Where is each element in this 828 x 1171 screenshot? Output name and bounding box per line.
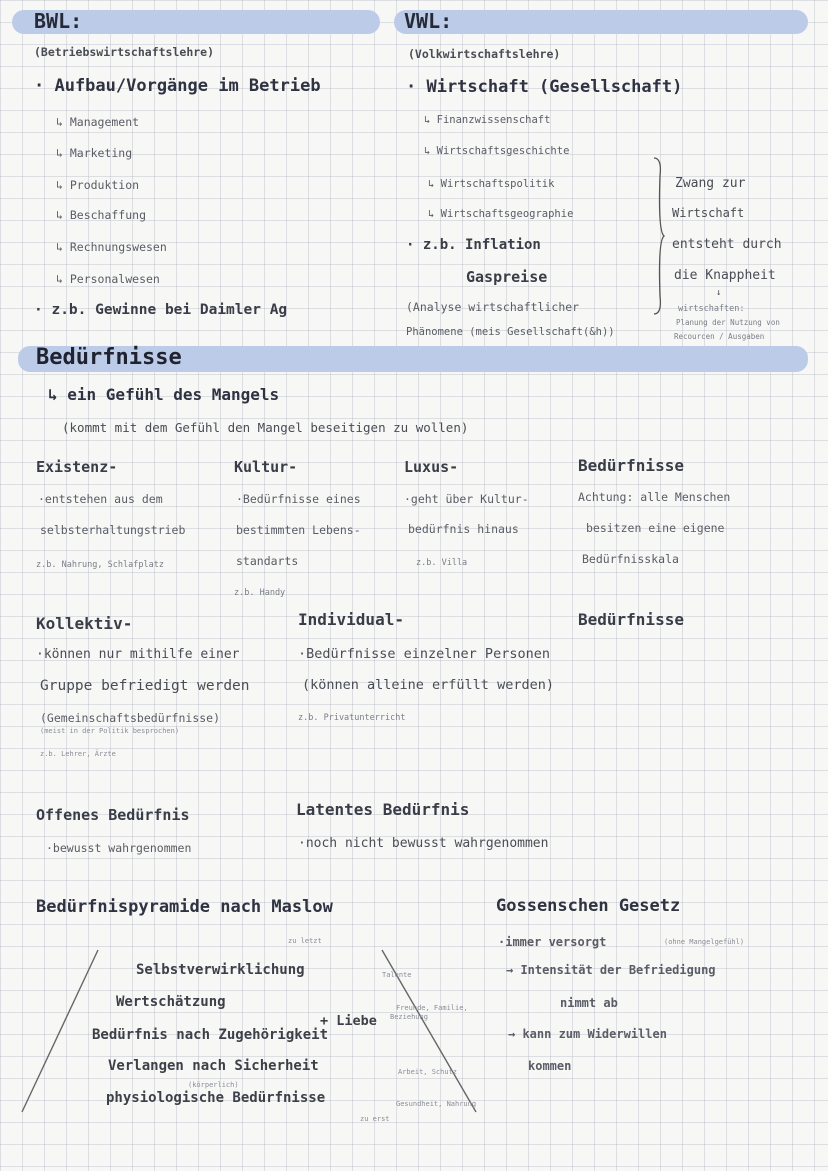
vwl-item-geographie: ↳ Wirtschaftsgeographie (428, 208, 574, 220)
bwl-title: BWL: (34, 9, 83, 33)
offen-line: ·bewusst wahrgenommen (46, 841, 192, 855)
gossen-line-2: → Intensität der Befriedigung (506, 963, 716, 977)
bwl-topic: · Aufbau/Vorgänge im Betrieb (34, 76, 321, 96)
luxus-line-1: ·geht über Kultur- (404, 492, 529, 506)
maslow-side-talente: Talente (382, 971, 412, 979)
luxus-example: z.b. Villa (416, 558, 468, 568)
vwl-subtitle: (Volkwirtschaftslehre) (408, 47, 561, 61)
kollektiv-note: (meist in der Politik besprochen) (40, 727, 180, 735)
vwl-note-4: die Knappheit (674, 268, 776, 283)
vwl-topic: · Wirtschaft (Gesellschaft) (406, 77, 683, 97)
latent-title: Latentes Bedürfnis (296, 800, 470, 819)
maslow-small-label: (körperlich) (188, 1081, 239, 1089)
vwl-item-politik: ↳ Wirtschaftspolitik (428, 178, 555, 190)
brace-icon (652, 156, 666, 316)
bwl-item-management: ↳ Management (56, 115, 140, 129)
achtung-line-1: Achtung: alle Menschen (578, 490, 731, 504)
gossen-line-5: kommen (528, 1059, 572, 1073)
maslow-side-gesundheit: Gesundheit, Nahrung (396, 1100, 477, 1108)
existenz-title: Existenz- (36, 458, 118, 476)
kultur-line-3: standarts (236, 554, 299, 568)
vwl-title: VWL: (404, 9, 453, 33)
bwl-item-personalwesen: ↳ Personalwesen (56, 272, 160, 286)
vwl-analysis-1: (Analyse wirtschaftlicher (406, 300, 580, 314)
vwl-item-geschichte: ↳ Wirtschaftsgeschichte (424, 145, 570, 157)
maslow-level-2: Wertschätzung (116, 994, 226, 1010)
kollektiv-line-1: ·können nur mithilfe einer (36, 647, 240, 662)
bwl-item-produktion: ↳ Produktion (56, 178, 140, 192)
bwl-item-beschaffung: ↳ Beschaffung (56, 208, 147, 222)
vwl-example-inflation: · z.b. Inflation (406, 237, 541, 253)
maslow-title: Bedürfnispyramide nach Maslow (36, 897, 333, 917)
vwl-highlight (394, 10, 808, 34)
kollektiv-paren: (Gemeinschaftsbedürfnisse) (40, 711, 221, 725)
individual-title: Individual- (298, 610, 404, 629)
maslow-top-note: zu letzt (288, 937, 322, 945)
vwl-note-1: Zwang zur (675, 176, 746, 191)
vwl-item-finanz: ↳ Finanzwissenschaft (424, 114, 551, 126)
gossen-line-3: nimmt ab (560, 996, 618, 1010)
bwl-item-rechnungswesen: ↳ Rechnungswesen (56, 240, 167, 254)
maslow-bottom-note: zu erst (360, 1115, 390, 1123)
kollektiv-example: z.b. Lehrer, Ärzte (40, 750, 116, 758)
achtung-line-2: besitzen eine eigene (586, 521, 725, 535)
bwl-subtitle: (Betriebswirtschaftslehre) (34, 45, 215, 59)
offen-title: Offenes Bedürfnis (36, 806, 190, 824)
existenz-example: z.b. Nahrung, Schlafplatz (36, 560, 164, 570)
gossen-line-4: → kann zum Widerwillen (508, 1027, 667, 1041)
bwl-example: · z.b. Gewinne bei Daimler Ag (34, 302, 288, 318)
maslow-level-5: physiologische Bedürfnisse (106, 1090, 326, 1106)
gossen-line-1-note: (ohne Mangelgefühl) (664, 938, 745, 946)
vwl-note-5: wirtschaften: (678, 304, 745, 314)
maslow-level-3-plus: + Liebe (320, 1013, 377, 1029)
beduerfnisse-definition: ↳ ein Gefühl des Mangels (48, 385, 280, 404)
individual-line-1: ·Bedürfnisse einzelner Personen (298, 646, 550, 662)
maslow-level-4: Verlangen nach Sicherheit (108, 1058, 319, 1074)
existenz-line-1: ·entstehen aus dem (38, 492, 163, 506)
beduerfnisse-explanation: (kommt mit dem Gefühl den Mangel beseitigen zu wollen) (62, 420, 469, 435)
gossen-title: Gossenschen Gesetz (496, 896, 681, 916)
luxus-title: Luxus- (404, 458, 459, 476)
vwl-note-2: Wirtschaft (672, 206, 745, 220)
kultur-line-2: bestimmten Lebens- (236, 523, 361, 537)
kultur-example: z.b. Handy (234, 588, 286, 598)
maslow-side-beziehung: Beziehung (390, 1013, 428, 1021)
latent-line: ·noch nicht bewusst wahrgenommen (298, 836, 549, 851)
beduerfnisse-title: Bedürfnisse (36, 345, 182, 370)
maslow-level-3: Bedürfnis nach Zugehörigkeit (92, 1027, 329, 1043)
bwl-item-marketing: ↳ Marketing (56, 146, 133, 160)
vwl-note-arrow: ↓ (716, 288, 722, 298)
existenz-line-2: selbsterhaltungstrieb (40, 523, 186, 537)
kollektiv-line-2: Gruppe befriedigt werden (40, 678, 250, 694)
vwl-note-6: Planung der Nutzung von (676, 318, 780, 327)
individual-line-2: (können alleine erfüllt werden) (302, 677, 554, 693)
beduerfnisse-label-1: Bedürfnisse (578, 456, 684, 475)
kultur-line-1: ·Bedürfnisse eines (236, 492, 361, 506)
kollektiv-title: Kollektiv- (36, 614, 133, 633)
beduerfnisse-label-2: Bedürfnisse (578, 610, 684, 629)
vwl-note-3: entsteht durch (672, 237, 782, 252)
maslow-side-freunde: Freunde, Familie, (396, 1004, 468, 1012)
vwl-analysis-2: Phänomene (meis Gesellschaft(&h)) (406, 326, 615, 338)
individual-example: z.b. Privatunterricht (298, 713, 406, 723)
luxus-line-2: bedürfnis hinaus (408, 522, 519, 536)
vwl-example-gaspreise: Gaspreise (466, 268, 548, 286)
gossen-line-1: ·immer versorgt (498, 935, 607, 949)
achtung-line-3: Bedürfnisskala (582, 552, 679, 566)
maslow-side-arbeit: Arbeit, Schutz (398, 1068, 458, 1076)
kultur-title: Kultur- (234, 458, 298, 476)
vwl-note-7: Recourcen / Ausgaben (674, 332, 765, 341)
maslow-level-1: Selbstverwirklichung (136, 962, 305, 978)
